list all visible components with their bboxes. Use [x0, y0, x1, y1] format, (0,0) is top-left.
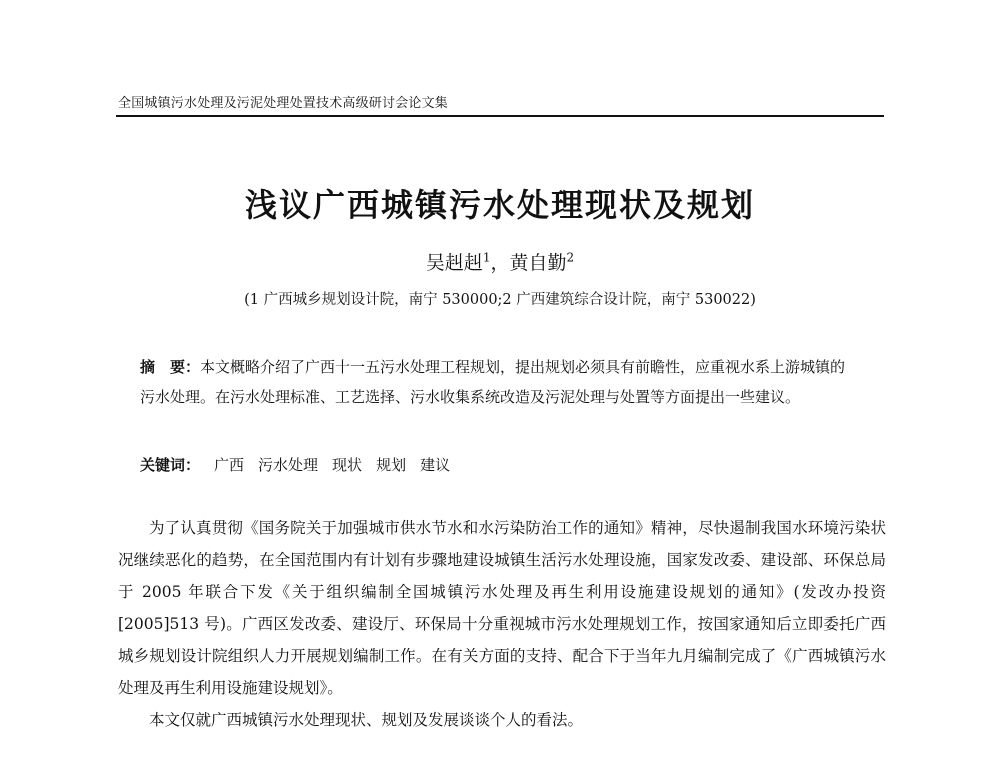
keyword: 规划 [376, 456, 407, 474]
author-separator: ， [490, 252, 510, 274]
author-line [0, 248, 1000, 275]
body-text [118, 512, 886, 736]
author-name: 黄自勤 [509, 252, 567, 274]
keywords-label: 关键词： [140, 456, 201, 474]
author-affil-mark: 1 [482, 250, 491, 265]
body-paragraph: 为了认真贯彻《国务院关于加强城市供水节水和水污染防治工作的通知》精神，尽快遏制我国水环境污染状况继续恶化的趋势，在全国范围内有计划有步骤地建设城镇生活污水处理设施，国家发改委、建设部、环保总局于 2005 年联合下发《关于组织编制全国城镇污水处理及再生利用设施建设规划的通知》(发改办投资[2005]513 号)。广西区发改委、建设厅、环保局十分重视城市污水处理规划工作，按国家通知后立即委托广西城乡规划设计院组织人力开展规划编制工作。在有关方面的支持、配合下于当年九月编制完成了《广西城镇污水处理及再生利用设施建设规划》。 [118, 519, 886, 697]
keywords [140, 454, 860, 475]
keyword: 建议 [420, 456, 451, 474]
body-paragraph: 本文仅就广西城镇污水处理现状、规划及发展谈谈个人的看法。 [149, 711, 584, 729]
keyword: 广西 [214, 456, 245, 474]
abstract [140, 352, 860, 412]
keyword: 现状 [332, 456, 363, 474]
author-affil-mark: 2 [566, 250, 575, 265]
paper-title: 浅议广西城镇污水处理现状及规划 [244, 186, 755, 224]
author-name: 吴赳赳 [425, 252, 483, 274]
running-header: 全国城镇污水处理及污泥处理处置技术高级研讨会论文集 [118, 96, 449, 111]
abstract-label: 摘 要： [140, 358, 201, 376]
affiliations: (1 广西城乡规划设计院，南宁 530000;2 广西建筑综合设计院，南宁 530022) [244, 292, 756, 308]
header-rule [116, 115, 884, 117]
abstract-text: 本文概略介绍了广西十一五污水处理工程规划，提出规划必须具有前瞻性，应重视水系上游城镇的污水处理。在污水处理标准、工艺选择、污水收集系统改造及污泥处理与处置等方面提出一些建议。 [140, 358, 846, 406]
keyword: 污水处理 [258, 456, 319, 474]
